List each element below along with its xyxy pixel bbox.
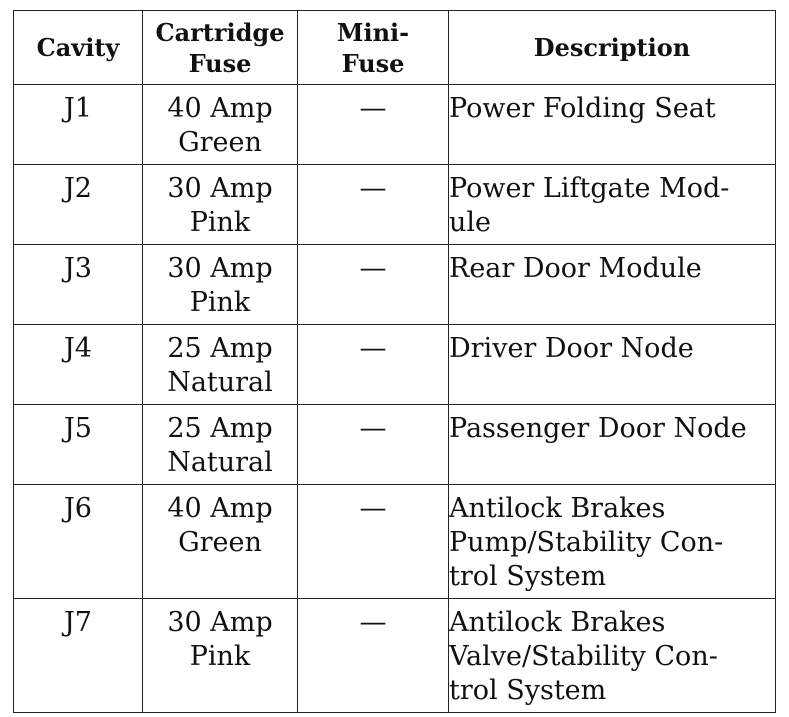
mini-fuse-cell: — xyxy=(298,325,449,405)
description-cell xyxy=(449,325,776,405)
header-mini-fuse xyxy=(298,11,449,85)
table-row xyxy=(14,245,776,325)
description-line: Rear Door Module xyxy=(449,253,702,284)
description-cell xyxy=(449,599,776,713)
header-mini-label-line1: Mini- xyxy=(336,17,410,47)
description-line: trol System xyxy=(449,675,607,706)
header-cavity-label: Cavity xyxy=(36,33,120,62)
cartridge-fuse-cell xyxy=(143,599,298,713)
description-line: Antilock Brakes xyxy=(449,607,666,638)
cartridge-color: Pink xyxy=(189,287,251,318)
cartridge-color: Green xyxy=(178,527,262,558)
cavity-cell: J6 xyxy=(14,485,143,599)
cartridge-fuse-cell xyxy=(143,85,298,165)
header-row xyxy=(14,11,776,85)
cartridge-color: Pink xyxy=(189,207,251,238)
description-cell xyxy=(449,485,776,599)
mini-fuse-cell: — xyxy=(298,405,449,485)
description-line: Power Liftgate Mod- xyxy=(449,173,730,204)
table-row xyxy=(14,325,776,405)
cartridge-color: Natural xyxy=(167,367,273,398)
description-line: Passenger Door Node xyxy=(449,413,747,444)
cavity-cell: J3 xyxy=(14,245,143,325)
cartridge-fuse-cell xyxy=(143,245,298,325)
mini-fuse-cell: — xyxy=(298,245,449,325)
mini-fuse-cell: — xyxy=(298,165,449,245)
cavity-cell: J2 xyxy=(14,165,143,245)
cartridge-fuse-cell xyxy=(143,485,298,599)
header-cartridge-label-line2: Fuse xyxy=(188,48,252,78)
description-line: Antilock Brakes xyxy=(449,493,666,524)
cartridge-color: Pink xyxy=(189,641,251,672)
description-line: ule xyxy=(449,207,492,238)
cartridge-fuse-cell xyxy=(143,405,298,485)
fuse-table xyxy=(13,10,776,713)
cartridge-fuse-cell xyxy=(143,165,298,245)
header-description xyxy=(449,11,776,85)
description-line: Driver Door Node xyxy=(449,333,694,364)
description-line: Pump/Stability Con- xyxy=(449,527,724,558)
cartridge-amp: 40 Amp xyxy=(167,493,273,524)
table-row xyxy=(14,85,776,165)
mini-fuse-cell: — xyxy=(298,485,449,599)
cavity-cell: J7 xyxy=(14,599,143,713)
cartridge-color: Green xyxy=(178,127,262,158)
description-line: Power Folding Seat xyxy=(449,93,716,124)
header-cartridge-label-line1: Cartridge xyxy=(155,17,285,47)
table-body xyxy=(14,85,776,713)
table-row xyxy=(14,599,776,713)
description-cell xyxy=(449,165,776,245)
cavity-cell: J4 xyxy=(14,325,143,405)
header-cartridge-fuse xyxy=(143,11,298,85)
mini-fuse-cell: — xyxy=(298,599,449,713)
cartridge-amp: 30 Amp xyxy=(167,173,273,204)
mini-fuse-cell: — xyxy=(298,85,449,165)
table-row xyxy=(14,405,776,485)
description-cell xyxy=(449,405,776,485)
cartridge-amp: 30 Amp xyxy=(167,607,273,638)
table-header xyxy=(14,11,776,85)
cartridge-color: Natural xyxy=(167,447,273,478)
cavity-cell: J1 xyxy=(14,85,143,165)
cavity-cell: J5 xyxy=(14,405,143,485)
table-row xyxy=(14,485,776,599)
description-cell xyxy=(449,85,776,165)
cartridge-amp: 30 Amp xyxy=(167,253,273,284)
header-description-label: Description xyxy=(533,33,691,62)
description-line: Valve/Stability Con- xyxy=(449,641,718,672)
description-cell xyxy=(449,245,776,325)
table-row xyxy=(14,165,776,245)
header-cavity xyxy=(14,11,143,85)
description-line: trol System xyxy=(449,561,607,592)
header-mini-label-line2: Fuse xyxy=(341,48,405,78)
cartridge-amp: 25 Amp xyxy=(167,413,273,444)
cartridge-amp: 25 Amp xyxy=(167,333,273,364)
cartridge-amp: 40 Amp xyxy=(167,93,273,124)
cartridge-fuse-cell xyxy=(143,325,298,405)
